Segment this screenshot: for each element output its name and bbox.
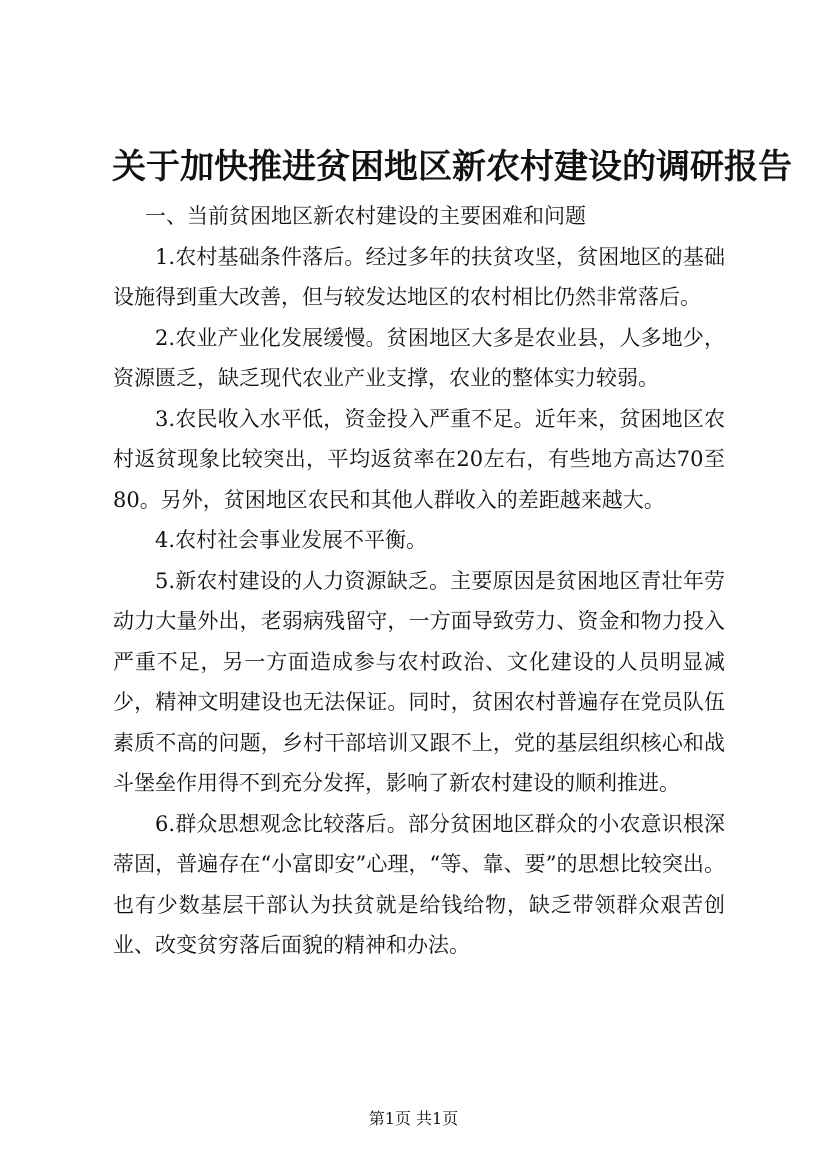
paragraph-2: 2.农业产业化发展缓慢。贫困地区大多是农业县，人多地少，资源匮乏，缺乏现代农业产业支撑，农业的整体实力较弱。 — [113, 325, 725, 390]
paragraph-4: 4.农村社会事业发展不平衡。 — [155, 528, 428, 552]
paragraph-3: 3.农民收入水平低，资金投入严重不足。近年来，贫困地区农村返贫现象比较突出，平均返贫率在20左右，有些地方高达70至80。另外，贫困地区农民和其他人群收入的差距越来越大。 — [113, 406, 725, 512]
paragraph-6: 6.群众思想观念比较落后。部分贫困地区群众的小农意识根深蒂固，普遍存在“小富即安”心理，“等、靠、要”的思想比较突出。也有少数基层干部认为扶贫就是给钱给物，缺乏带领群众艰苦创业、改变贫穷落后面貌的精神和办法。 — [113, 811, 725, 957]
document-body — [113, 196, 725, 966]
page-footer: 第1页 共1页 — [368, 1109, 459, 1128]
paragraph-1: 1.农村基础条件落后。经过多年的扶贫攻坚，贫困地区的基础设施得到重大改善，但与较发达地区的农村相比仍然非常落后。 — [113, 244, 725, 309]
section-heading: 一、当前贫困地区新农村建设的主要困难和问题 — [145, 204, 586, 228]
document-title: 关于加快推进贫困地区新农村建设的调研报告 — [112, 147, 792, 187]
paragraph-5: 5.新农村建设的人力资源缺乏。主要原因是贫困地区青壮年劳动力大量外出，老弱病残留守，一方面导致劳力、资金和物力投入严重不足，另一方面造成参与农村政治、文化建设的人员明显减少，精神文明建设也无法保证。同时，贫困农村普遍存在党员队伍素质不高的问题，乡村干部培训又跟不上，党的基层组织核心和战斗堡垒作用得不到充分发挥，影响了新农村建设的顺利推进。 — [113, 568, 725, 795]
